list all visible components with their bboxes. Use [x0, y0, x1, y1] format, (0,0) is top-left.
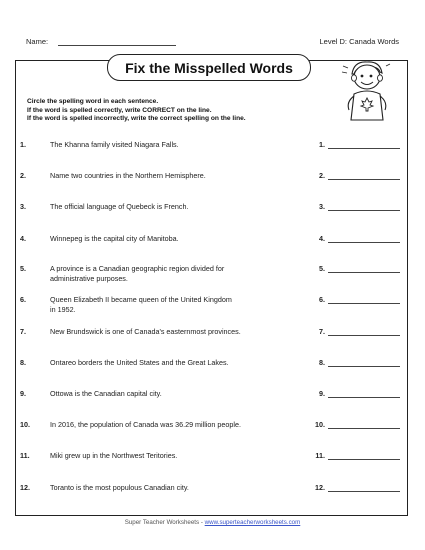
name-label: Name: [26, 37, 49, 46]
answer-number: 10. [315, 420, 325, 429]
instruction-line: Circle the spelling word in each sentence. [27, 98, 159, 105]
question-text: Toranto is the most populous Canadian city. [50, 483, 189, 492]
answer-number: 1. [319, 140, 325, 149]
question-number: 11. [20, 451, 30, 460]
answer-number: 9. [319, 389, 325, 398]
question-number: 7. [20, 327, 26, 336]
answer-number: 4. [319, 234, 325, 243]
question-text [50, 295, 302, 315]
question-text-line: in 1952. [50, 305, 76, 314]
footer [0, 519, 425, 526]
answer-number: 12. [315, 483, 325, 492]
question-number: 4. [20, 234, 26, 243]
worksheet-title-text: Fix the Misspelled Words [125, 59, 293, 76]
question-number: 8. [20, 358, 26, 367]
question-number: 3. [20, 202, 26, 211]
answer-number: 5. [319, 264, 325, 273]
question-text-line: Queen Elizabeth II became queen of the United Kingdom [50, 295, 232, 304]
question-text-line: A province is a Canadian geographic region divided for [50, 264, 225, 273]
footer-brand: Super Teacher Worksheets [124, 519, 200, 526]
cartoon-boy-illustration [340, 58, 392, 126]
question-number: 12. [20, 483, 30, 492]
answer-number: 6. [319, 295, 325, 304]
answer-line[interactable] [328, 179, 400, 180]
worksheet-frame [15, 60, 408, 516]
answer-line[interactable] [328, 303, 400, 304]
question-text: The Khanna family visited Niagara Falls. [50, 140, 179, 149]
question-text: Ontareo borders the United States and the Great Lakes. [50, 358, 229, 367]
question-text: The official language of Quebeck is French. [50, 202, 189, 211]
answer-line[interactable] [328, 397, 400, 398]
question-number: 9. [20, 389, 26, 398]
answer-number: 7. [319, 327, 325, 336]
worksheet-title [107, 54, 311, 81]
instructions [27, 98, 246, 124]
answer-number: 8. [319, 358, 325, 367]
answer-line[interactable] [328, 491, 400, 492]
worksheet-header [26, 37, 399, 49]
answer-line[interactable] [328, 272, 400, 273]
answer-line[interactable] [328, 366, 400, 367]
answer-line[interactable] [328, 242, 400, 243]
instruction-line: If the word is spelled correctly, write CORRECT on the line. [27, 106, 212, 114]
level-label: Level D: Canada Words [319, 37, 399, 46]
answer-line[interactable] [328, 428, 400, 429]
question-number: 10. [20, 420, 30, 429]
answer-number: 3. [319, 202, 325, 211]
question-text-line: administrative purposes. [50, 274, 128, 283]
answer-line[interactable] [328, 210, 400, 211]
question-number: 5. [20, 264, 26, 273]
instruction-line: If the word is spelled incorrectly, write the correct spelling on the line. [27, 115, 246, 123]
answer-line[interactable] [328, 459, 400, 460]
question-text: Miki grew up in the Northwest Teritories. [50, 451, 178, 460]
answer-line[interactable] [328, 335, 400, 336]
question-number: 6. [20, 295, 26, 304]
answer-line[interactable] [328, 148, 400, 149]
question-text: Name two countries in the Northern Hemisphere. [50, 171, 206, 180]
name-line[interactable] [58, 45, 176, 46]
question-text [50, 264, 302, 284]
answer-number: 2. [319, 171, 325, 180]
question-number: 2. [20, 171, 26, 180]
question-text: New Brundswick is one of Canada's easternmost provinces. [50, 327, 241, 336]
answer-number: 11. [315, 451, 325, 460]
footer-separator: - [200, 519, 203, 526]
question-text: In 2016, the population of Canada was 36.29 million people. [50, 420, 242, 429]
footer-link[interactable]: www.superteacherworksheets.com [204, 519, 301, 526]
question-text: Winnepeg is the capital city of Manitoba. [50, 234, 179, 243]
question-number: 1. [20, 140, 26, 149]
question-text: Ottowa is the Canadian capital city. [50, 389, 162, 398]
